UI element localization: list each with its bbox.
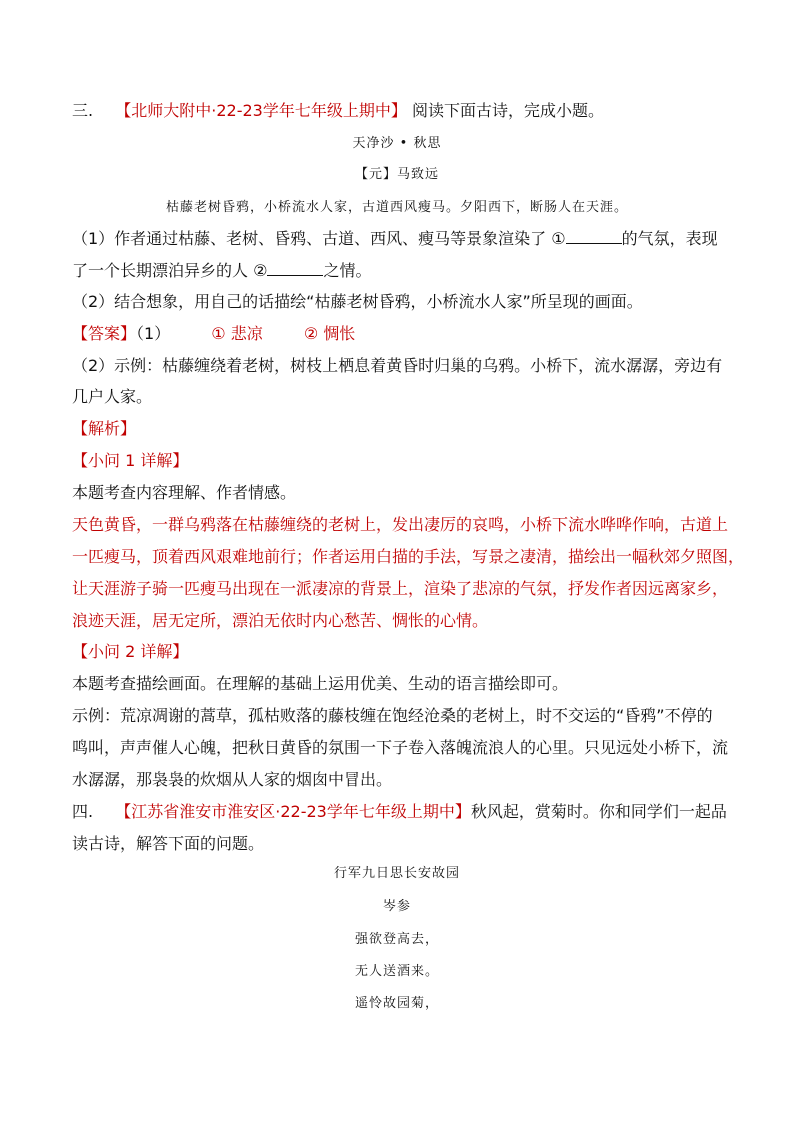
- q3-poem-title: 天净沙 • 秋思: [352, 136, 442, 151]
- q3-number: 三.: [72, 101, 94, 120]
- q3-sub1-text-a: （1）作者通过枯藤、老树、昏鸦、古道、西风、瘦马等景象渲染了 ①: [72, 229, 566, 248]
- q4-poem-line: 强欲登高去，: [354, 932, 439, 947]
- q4-source: 【江苏省淮安市淮安区·22-23学年七年级上期中】: [115, 802, 471, 821]
- detail1-line: 让天涯游子骑一匹瘦马出现在一派凄凉的背景上，渲染了悲凉的气氛，抒发作者因远离家乡，: [72, 579, 729, 598]
- answer-label: 【答案】: [72, 324, 137, 343]
- answer-1-prefix: （1）: [136, 324, 171, 343]
- q4-number: 四.: [72, 802, 94, 821]
- q4-prompt-line2: 读古诗，解答下面的问题。: [72, 834, 265, 853]
- q4-poem-author: 岑参: [382, 899, 411, 914]
- q3-poem-text: 枯藤老树昏鸦，小桥流水人家，古道西风瘦马。夕阳西下，断肠人在天涯。: [165, 200, 628, 215]
- detail2-line: 水潺潺，那袅袅的炊烟从人家的烟囱中冒出。: [72, 770, 393, 789]
- q3-poem-author: 【元】马致远: [354, 167, 439, 182]
- answer-blank-1: [566, 227, 622, 244]
- q3-sub1-text-d: 之情。: [323, 261, 372, 280]
- answer-2-line1: （2）示例：枯藤缠绕着老树，树枝上栖息着黄昏时归巢的乌鸦。小桥下，流水潺潺，旁边有: [72, 356, 723, 375]
- q4-poem-title: 行军九日思长安故园: [333, 866, 460, 881]
- answer-blank-2: [267, 259, 323, 276]
- answer-2-line2: 几户人家。: [72, 387, 153, 406]
- q3-sub1-line1: [72, 227, 718, 250]
- analysis-label: 【解析】: [72, 419, 137, 438]
- detail1-line: 天色黄昏，一群乌鸦落在枯藤缠绕的老树上，发出凄厉的哀鸣，小桥下流水哗哗作响，古道上: [72, 515, 729, 534]
- q3-source: 【北师大附中·22-23学年七年级上期中】: [115, 101, 407, 120]
- detail2-label: 【小问 2 详解】: [72, 642, 189, 661]
- q4-prompt-line1: 秋风起，赏菊时。你和同学们一起品: [470, 802, 727, 821]
- q3-prompt: 阅读下面古诗，完成小题。: [411, 101, 604, 120]
- q4-poem-line: 遥怜故园菊，: [354, 996, 439, 1011]
- q3-sub1-line2: [72, 259, 371, 282]
- q3-sub1-text-b: 的气氛，表现: [621, 229, 718, 248]
- q3-sub2: （2）结合想象，用自己的话描绘“枯藤老树昏鸦，小桥流水人家”所呈现的画面。: [72, 292, 643, 311]
- q3-header: [72, 100, 604, 122]
- detail1-label: 【小问 1 详解】: [72, 451, 189, 470]
- q3-answer: [72, 323, 355, 345]
- detail2-intro: 本题考查描绘画面。在理解的基础上运用优美、生动的语言描绘即可。: [72, 674, 569, 693]
- q3-sub1-text-c: 了一个长期漂泊异乡的人 ②: [72, 261, 268, 280]
- detail2-line: 示例：荒凉凋谢的蒿草，孤枯败落的藤枝缠在饱经沧桑的老树上，时不交运的“昏鸦”不停的: [72, 706, 713, 725]
- detail1-line: 一匹瘦马，顶着西风艰难地前行；作者运用白描的手法，写景之凄清，描绘出一幅秋郊夕照图，: [72, 547, 745, 566]
- q4-header: [72, 801, 727, 823]
- detail1-intro: 本题考查内容理解、作者情感。: [72, 483, 297, 502]
- answer-1-a: ① 悲凉: [211, 324, 263, 343]
- detail1-line: 浪迹天涯，居无定所，漂泊无依时内心愁苦、惆怅的心情。: [72, 611, 489, 630]
- q4-poem-line: 无人送酒来。: [354, 964, 439, 979]
- detail2-line: 鸣叫，声声催人心魄，把秋日黄昏的氛围一下子卷入落魄流浪人的心里。只见远处小桥下，流: [72, 738, 729, 757]
- answer-1-b: ② 惆怅: [303, 324, 356, 343]
